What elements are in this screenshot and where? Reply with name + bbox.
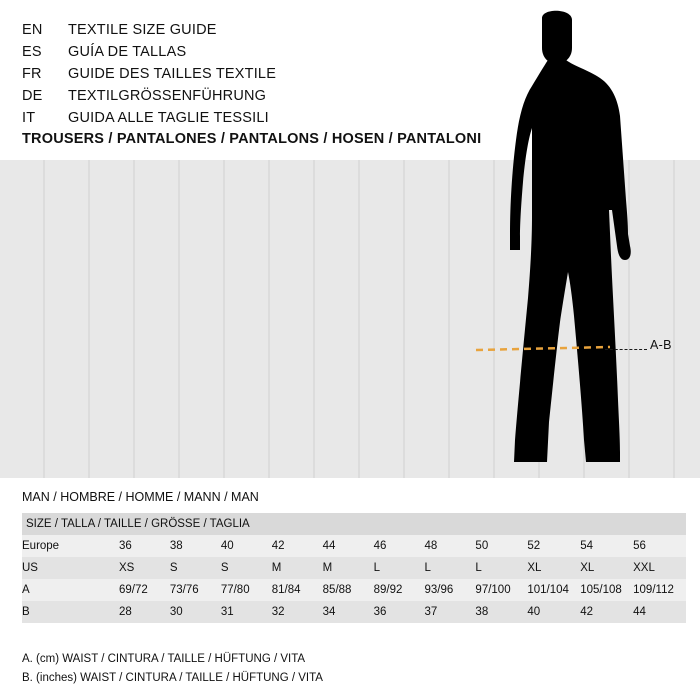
table-header-label: SIZE / TALLA / TAILLE / GRÖSSE / TAGLIA [22,513,686,535]
cell-value: 50 [475,535,527,557]
measure-leader-line [605,349,647,350]
row-label: A [22,579,119,601]
language-row [22,44,452,64]
cell-value: 48 [425,535,476,557]
cell-value: L [475,557,527,579]
row-label: US [22,557,119,579]
garment-type-line: TROUSERS / PANTALONES / PANTALONS / HOSEN / PANTALONI [22,131,482,147]
cell-value: 109/112 [633,579,686,601]
table-row [22,601,686,623]
cell-value: 44 [633,601,686,623]
language-header-block [22,22,452,132]
language-row [22,22,452,42]
cell-value: 32 [272,601,323,623]
table-row [22,579,686,601]
row-label: B [22,601,119,623]
cell-value: 69/72 [119,579,170,601]
cell-value: 42 [580,601,633,623]
figure-illustration [470,10,680,480]
cell-value: 36 [119,535,170,557]
cell-value: L [425,557,476,579]
cell-value: 30 [170,601,221,623]
footnote-a: A. (cm) WAIST / CINTURA / TAILLE / HÜFTUNG / VITA [22,653,306,665]
measure-callout-label: A-B [650,338,672,352]
cell-value: M [272,557,323,579]
cell-value: XL [527,557,580,579]
cell-value: 97/100 [475,579,527,601]
cell-value: 44 [323,535,374,557]
cell-value: 81/84 [272,579,323,601]
cell-value: 105/108 [580,579,633,601]
language-row [22,66,452,86]
male-silhouette-icon [470,10,680,480]
cell-value: S [221,557,272,579]
language-title: GUIDA ALLE TAGLIE TESSILI [68,110,269,126]
table-row [22,535,686,557]
illustration-panel [0,160,700,478]
cell-value: 89/92 [374,579,425,601]
language-code: EN [22,22,43,38]
cell-value: 77/80 [221,579,272,601]
cell-value: 31 [221,601,272,623]
cell-value: 28 [119,601,170,623]
cell-value: XL [580,557,633,579]
table-header-row [22,513,686,535]
cell-value: 37 [425,601,476,623]
table-row [22,557,686,579]
cell-value: XXL [633,557,686,579]
language-code: DE [22,88,43,104]
cell-value: 38 [475,601,527,623]
footnote-b: B. (inches) WAIST / CINTURA / TAILLE / HÜFTUNG / VITA [22,672,323,684]
language-title: GUÍA DE TALLAS [68,44,187,60]
cell-value: 46 [374,535,425,557]
footnotes-block [22,650,323,688]
cell-value: 42 [272,535,323,557]
cell-value: 40 [527,601,580,623]
language-title: GUIDE DES TAILLES TEXTILE [68,66,277,82]
cell-value: 40 [221,535,272,557]
cell-value: 52 [527,535,580,557]
language-row [22,88,452,108]
language-row [22,110,452,130]
cell-value: 54 [580,535,633,557]
size-table [22,513,686,623]
language-title: TEXTILE SIZE GUIDE [68,22,217,38]
row-label: Europe [22,535,119,557]
cell-value: L [374,557,425,579]
cell-value: 56 [633,535,686,557]
cell-value: 73/76 [170,579,221,601]
language-code: ES [22,44,42,60]
cell-value: 101/104 [527,579,580,601]
cell-value: 38 [170,535,221,557]
language-title: TEXTILGRÖSSENFÜHRUNG [68,88,267,104]
cell-value: 34 [323,601,374,623]
cell-value: 93/96 [425,579,476,601]
cell-value: 36 [374,601,425,623]
gender-group-label: MAN / HOMBRE / HOMME / MANN / MAN [22,490,259,504]
cell-value: XS [119,557,170,579]
cell-value: 85/88 [323,579,374,601]
cell-value: S [170,557,221,579]
language-code: FR [22,66,42,82]
language-code: IT [22,110,36,126]
cell-value: M [323,557,374,579]
